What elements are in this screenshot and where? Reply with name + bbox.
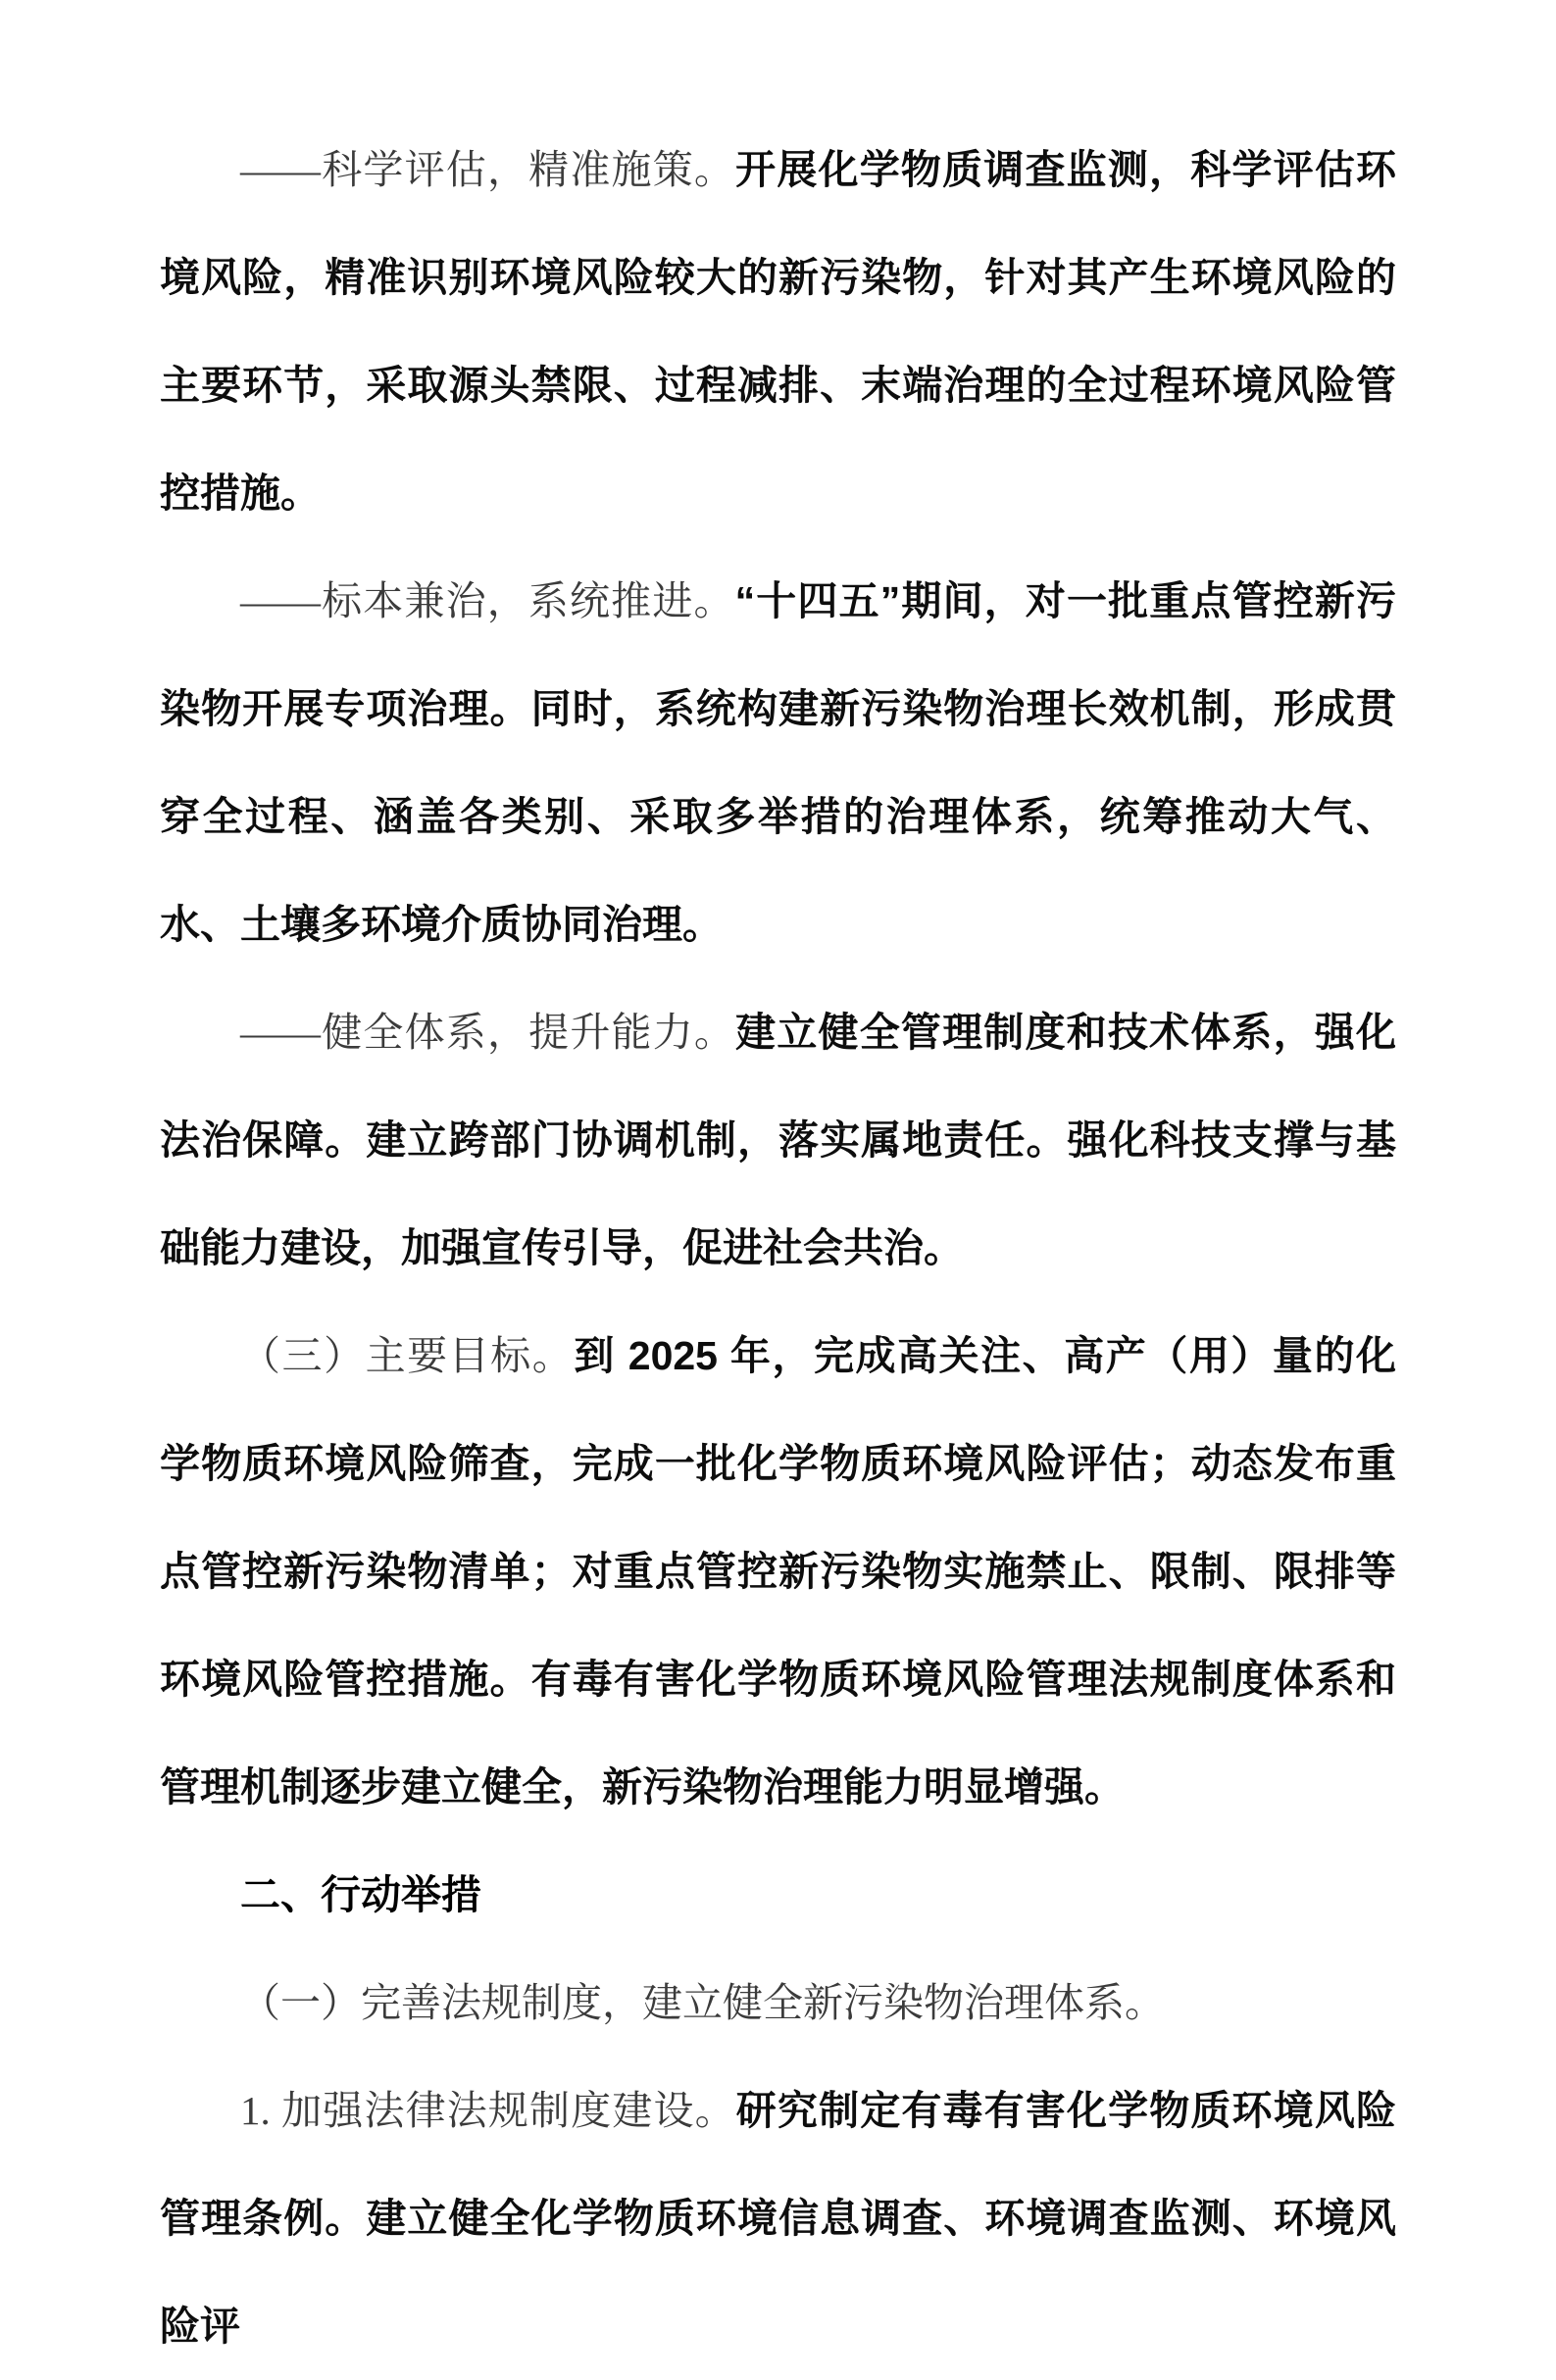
lead-in-phrase: ——标本兼治，系统推进。: [240, 578, 735, 623]
section-heading-action-measures: 二、行动举措: [240, 1872, 481, 1917]
measure-paragraph-legal-construction: [160, 2057, 1396, 2380]
principle-paragraph-capacity-building: [160, 978, 1396, 1302]
lead-in-phrase: ——健全体系，提升能力。: [240, 1010, 736, 1055]
paragraph-body: “十四五”期间，对一批重点管控新污染物开展专项治理。同时，系统构建新污染物治理长效机制，形成贯穿全过程、涵盖各类别、采取多举措的治理体系，统筹推动大气、水、土壤多环境介质协同治理。: [160, 578, 1397, 947]
subsection-heading-legal-system: [160, 1949, 1396, 2057]
subsection-title-text: （一）完善法规制度，建立健全新污染物治理体系。: [240, 1980, 1165, 2025]
paragraph-body: 建立健全管理制度和技术体系，强化法治保障。建立跨部门协调机制，落实属地责任。强化科技支撑与基础能力建设，加强宣传引导，促进社会共治。: [160, 1010, 1397, 1270]
principle-paragraph-systematic-advance: [160, 547, 1396, 978]
paragraph-body: 研究制定有毒有害化学物质环境风险管理条例。建立健全化学物质环境信息调查、环境调查监测、环境风险评: [160, 2088, 1397, 2349]
paragraph-body: 到 2025 年，完成高关注、高产（用）量的化学物质环境风险筛查，完成一批化学物质环境风险评估；动态发布重点管控新污染物清单；对重点管控新污染物实施禁止、限制、限排等环境风险管控措施。有毒有害化学物质环境风险管理法规制度体系和管理机制逐步建立健全，新污染物治理能力明显增强。: [160, 1333, 1396, 1810]
lead-in-phrase: 1. 加强法律法规制度建设。: [240, 2088, 736, 2133]
paragraph-body: 开展化学物质调查监测，科学评估环境风险，精准识别环境风险较大的新污染物，针对其产生环境风险的主要环节，采取源头禁限、过程减排、末端治理的全过程环境风险管控措施。: [160, 147, 1397, 516]
principle-paragraph-science-assessment: [160, 116, 1396, 547]
main-goals-paragraph: [160, 1302, 1396, 1841]
lead-in-phrase: （三）主要目标。: [240, 1333, 575, 1378]
lead-in-phrase: ——科学评估，精准施策。: [240, 147, 736, 192]
